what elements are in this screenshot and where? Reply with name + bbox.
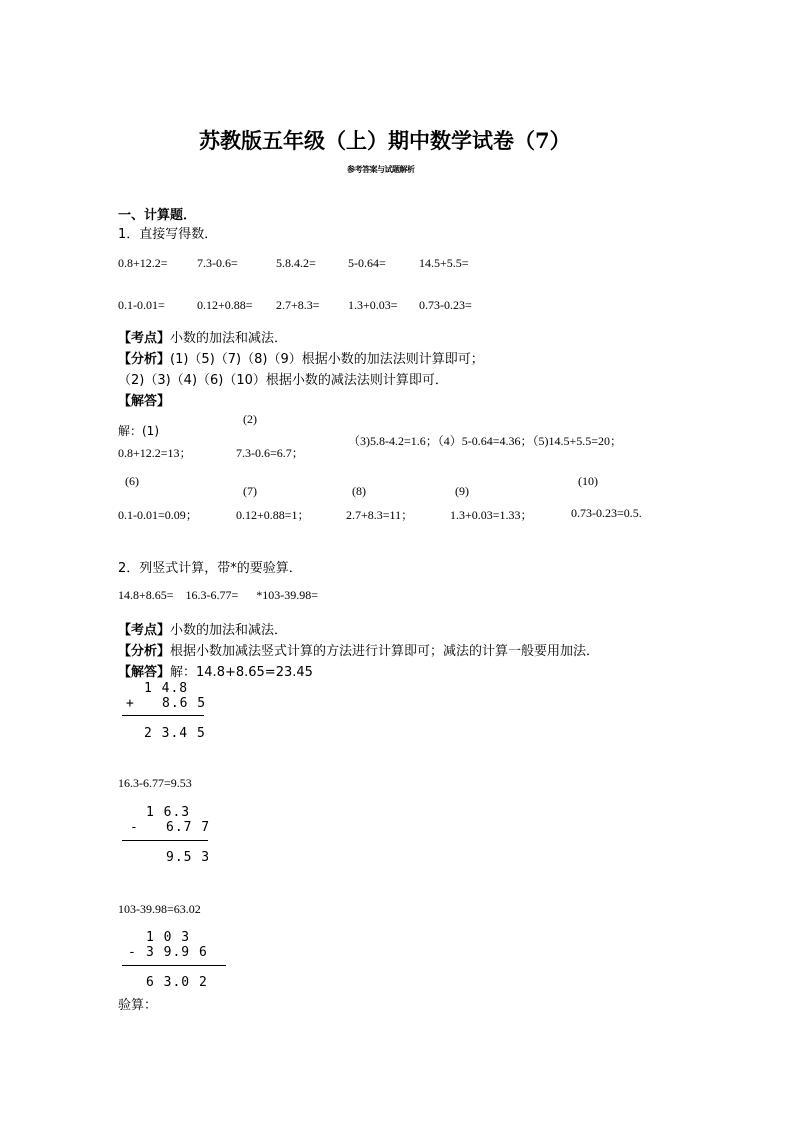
- vertical-1-top: 1 4.8: [144, 681, 189, 696]
- fenxi-text: (1)（5)（7)（8)（9）根据小数的加法法则计算即可；: [170, 352, 484, 367]
- vertical-1-rule: [122, 715, 204, 716]
- fenxi-text: 根据小数加减法竖式计算的方法进行计算即可；减法的计算一般要用加法．: [170, 644, 600, 659]
- answer-3-5: （3)5.8-4.2=1.6；（4）5-0.64=4.36；（5)14.5+5.5=20；: [348, 434, 623, 448]
- answer-1: 0.8+12.2=13；: [118, 446, 192, 460]
- answer-7-num: (7): [243, 484, 257, 498]
- vertical-3-result: 6 3.0 2: [146, 975, 208, 990]
- vertical-3-rule: [122, 965, 226, 966]
- vertical-1-operator: +: [126, 696, 135, 711]
- vertical-3-top: 1 0 3: [146, 930, 191, 945]
- vertical-2-operator: -: [130, 820, 139, 835]
- vertical-3-operator: -: [128, 945, 137, 960]
- vertical-3-bottom: 3 9.9 6: [146, 945, 208, 960]
- problem-9: 1.3+0.03=: [348, 298, 398, 312]
- answer-6: 0.1-0.01=0.09；: [118, 508, 198, 522]
- answer-label: 解：(1): [118, 424, 159, 438]
- answer-7: 0.12+0.88=1；: [236, 508, 310, 522]
- answer-10-num: (10): [578, 474, 598, 488]
- q1-fenxi-line2: （2)（3)（4)（6)（10）根据小数的减法法则计算即可．: [118, 373, 448, 388]
- kaodian-tag: 【考点】: [118, 623, 171, 638]
- page-subtitle: 参考答案与试题解析: [347, 165, 415, 174]
- question-1-prompt: 1．直接写得数．: [118, 227, 218, 242]
- check-label: 验算：: [118, 998, 158, 1013]
- equation-2: 16.3-6.77=9.53: [118, 776, 192, 790]
- problem-1: 0.8+12.2=: [118, 256, 168, 270]
- q2-fenxi: [118, 640, 599, 659]
- section-heading: 一、计算题．: [118, 208, 197, 223]
- q2-jieda: [118, 661, 313, 680]
- answer-2-num: (2): [243, 412, 257, 426]
- fenxi-tag: 【分析】: [118, 352, 171, 367]
- problem-2: 7.3-0.6=: [197, 256, 238, 270]
- page-title: 苏教版五年级（上）期中数学试卷（7）: [199, 128, 571, 153]
- answer-9-num: (9): [455, 484, 469, 498]
- vertical-2-rule: [122, 840, 208, 841]
- vertical-2-bottom: 6.7 7: [166, 820, 211, 835]
- q1-kaodian: [118, 327, 287, 346]
- q1-fenxi: [118, 348, 484, 367]
- vertical-1-bottom: 8.6 5: [162, 696, 207, 711]
- equation-3: 103-39.98=63.02: [118, 902, 201, 916]
- vertical-1-result: 2 3.4 5: [144, 726, 206, 741]
- answer-8: 2.7+8.3=11；: [346, 508, 414, 522]
- vertical-2-top: 1 6.3: [146, 805, 191, 820]
- problem-4: 5-0.64=: [348, 256, 386, 270]
- kaodian-text: 小数的加法和减法．: [170, 623, 288, 638]
- answer-10: 0.73-0.23=0.5.: [571, 506, 642, 520]
- problem-10: 0.73-0.23=: [419, 298, 472, 312]
- problem-3: 5.8.4.2=: [276, 256, 316, 270]
- jieda-text: 解：14.8+8.65=23.45: [170, 665, 313, 680]
- jieda-tag: 【解答】: [118, 665, 171, 680]
- answer-2: 7.3-0.6=6.7；: [236, 446, 304, 460]
- problem-5: 14.5+5.5=: [419, 256, 469, 270]
- problem-6: 0.1-0.01=: [118, 298, 165, 312]
- problem-7: 0.12+0.88=: [197, 298, 253, 312]
- vertical-2-result: 9.5 3: [166, 850, 211, 865]
- question-2-prompt: 2．列竖式计算，带*的要验算．: [118, 561, 302, 576]
- q1-jieda-tag: 【解答】: [118, 394, 171, 409]
- kaodian-text: 小数的加法和减法．: [170, 331, 288, 346]
- answer-8-num: (8): [352, 484, 366, 498]
- answer-9: 1.3+0.03=1.33；: [450, 508, 533, 522]
- problem-8: 2.7+8.3=: [276, 298, 320, 312]
- answer-6-num: (6): [125, 474, 139, 488]
- kaodian-tag: 【考点】: [118, 331, 171, 346]
- q2-kaodian: [118, 619, 287, 638]
- question-2-problems: 14.8+8.65= 16.3-6.77= *103-39.98=: [118, 588, 319, 602]
- fenxi-tag: 【分析】: [118, 644, 171, 659]
